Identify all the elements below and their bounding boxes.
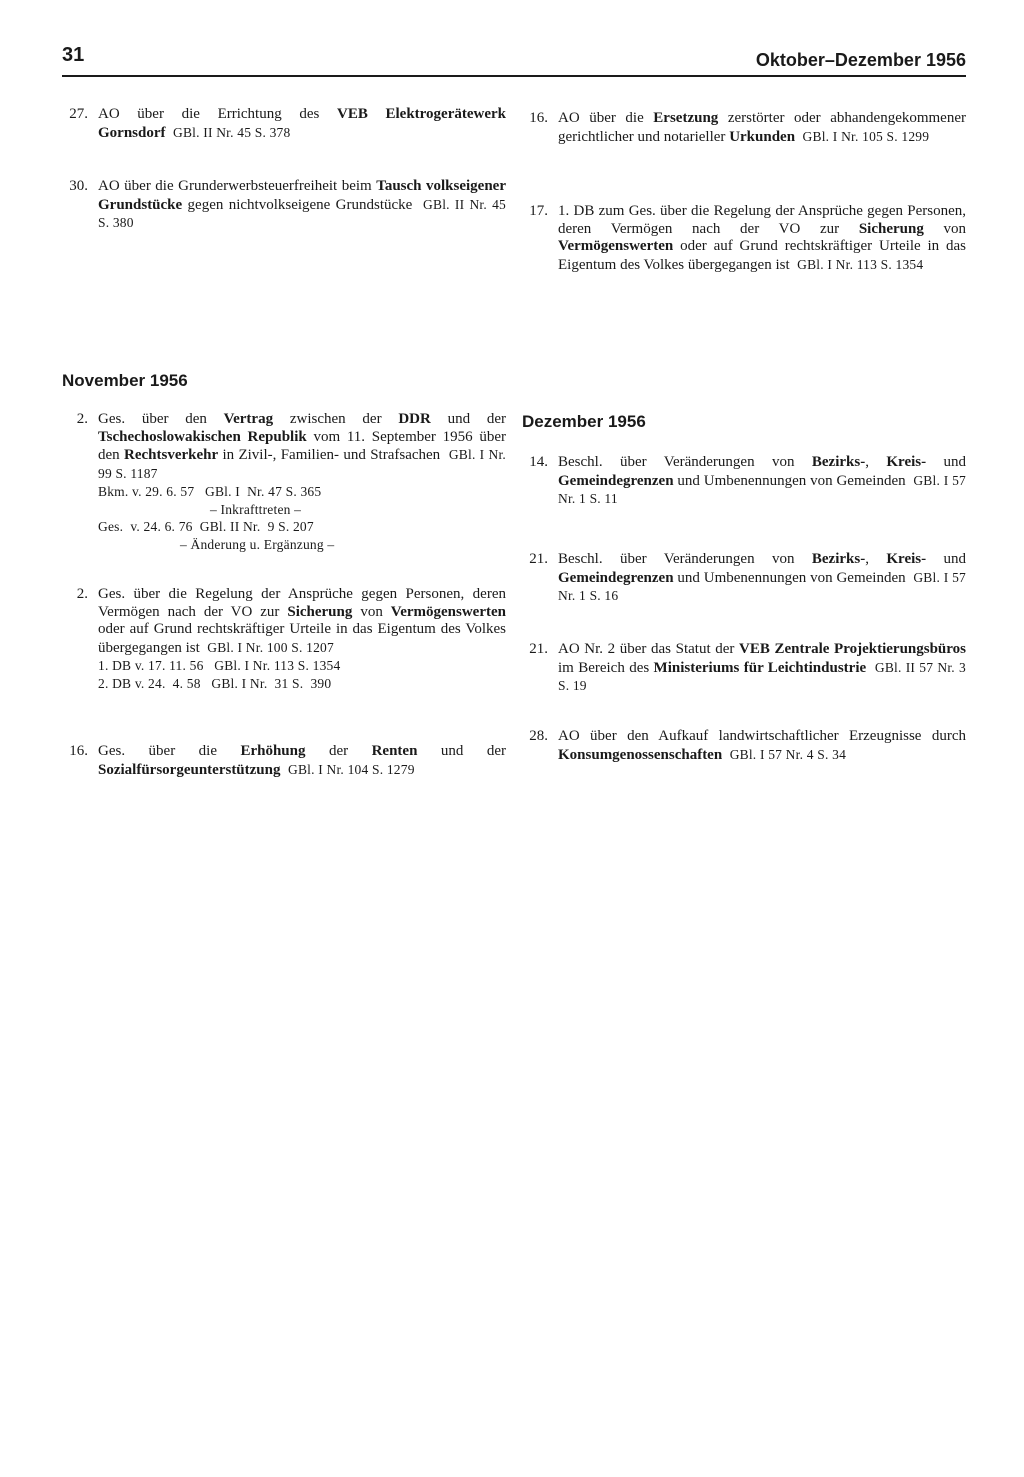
- list-item: [522, 551, 966, 606]
- gazette-reference: GBl. II 57 Nr. 3 S. 19: [558, 659, 966, 693]
- gazette-reference: GBl. I Nr. 104 S. 1279: [288, 761, 415, 777]
- entry-keyword: Tausch volkseigener Grundstücke: [98, 178, 506, 213]
- list-item: [62, 586, 506, 692]
- gazette-reference: GBl. I Nr. 113 S. 1354: [797, 256, 924, 272]
- related-reference: 1. DB v. 17. 11. 56 GBl. I Nr. 113 S. 1354: [98, 658, 341, 673]
- entry-number: 21.: [529, 641, 548, 657]
- entry-text: 1. DB zum Ges. über die Regelung der Ansprüche gegen Personen, deren Vermögen nach der VO zur Sicherung von Vermögenswerten oder auf Grund rechtskräftiger Urteile in das Eigentum des Volkes übergegangen ist GBl. I Nr. 113 S. 1354: [558, 203, 967, 273]
- entry-keyword: VEB Elektrogerätewerk Gornsdorf: [98, 106, 506, 141]
- gazette-reference: GBl. I Nr. 100 S. 1207: [207, 639, 334, 655]
- entry-number: 28.: [529, 728, 548, 744]
- list-item: [62, 178, 506, 233]
- entry-number: 30.: [69, 178, 88, 194]
- gazette-reference: GBl. II Nr. 45 S. 378: [173, 124, 291, 140]
- list-item: [522, 110, 966, 146]
- related-reference: 2. DB v. 24. 4. 58 GBl. I Nr. 31 S. 390: [98, 675, 332, 691]
- entry-text: AO über den Aufkauf landwirtschaftlicher Erzeugnisse durch Konsumgenossenschaften GBl. I 57 Nr. 4 S. 34: [558, 728, 966, 763]
- entry-text: AO über die Errichtung des VEB Elektrogerätewerk Gornsdorf GBl. II Nr. 45 S. 378: [98, 106, 506, 141]
- entry-number: 16.: [69, 743, 88, 759]
- related-reference: Ges. v. 24. 6. 76 GBl. II Nr. 9 S. 207: [98, 519, 314, 534]
- gazette-reference: GBl. I 57 Nr. 1 S. 11: [558, 472, 966, 506]
- list-item: [62, 106, 506, 142]
- entry-text: Ges. über die Regelung der Ansprüche gegen Personen, deren Vermögen nach der VO zur Sicherung von Vermögenswerten oder auf Grund rechtskräftiger Urteile in das Eigentum des Volkes übergegangen ist GBl. I Nr. 100 S. 1207: [98, 586, 506, 656]
- list-item: [62, 743, 506, 779]
- reference-note: – Änderung u. Ergänzung –: [180, 536, 335, 552]
- section-heading-november: November 1956: [62, 371, 188, 390]
- entry-number: 14.: [529, 454, 548, 470]
- entry-text: AO über die Grunderwerbsteuerfreiheit beim Tausch volkseigener Grundstücke gegen nichtvolkseigene Grundstücke GBl. II Nr. 45 S. 380: [98, 178, 507, 230]
- list-item: [522, 454, 966, 509]
- list-item: [522, 203, 966, 274]
- gazette-reference: GBl. II Nr. 45 S. 380: [98, 196, 507, 230]
- reference-note: – Inkrafttreten –: [210, 501, 302, 517]
- page-header: [62, 40, 966, 78]
- gazette-reference: GBl. I 57 Nr. 4 S. 34: [729, 746, 847, 762]
- header-rule: [62, 75, 966, 77]
- entry-number: 16.: [529, 110, 548, 126]
- gazette-reference: GBl. I 57 Nr. 1 S. 16: [558, 569, 966, 603]
- page-date-range: Oktober–Dezember 1956: [755, 50, 966, 70]
- entry-number: 27.: [69, 106, 88, 122]
- entry-text: AO Nr. 2 über das Statut der VEB Zentrale Projektierungsbüros im Bereich des Ministeriums für Leichtindustrie GBl. II 57 Nr. 3 S. 19: [558, 641, 967, 693]
- related-reference: Bkm. v. 29. 6. 57 GBl. I Nr. 47 S. 365: [98, 484, 322, 499]
- gazette-reference: GBl. I Nr. 105 S. 1299: [802, 128, 930, 144]
- list-item: [522, 641, 966, 696]
- entry-text: Beschl. über Veränderungen von Bezirks-, Kreis- und Gemeindegrenzen und Umbenennungen von Gemeinden GBl. I 57 Nr. 1 S. 11: [558, 454, 967, 506]
- entry-number: 21.: [529, 551, 548, 567]
- gazette-reference: GBl. I Nr. 99 S. 1187: [98, 447, 507, 481]
- entry-number: 17.: [529, 203, 548, 219]
- entry-text: AO über die Ersetzung zerstörter oder abhandengekommener gerichtlicher und notarieller Urkunden GBl. I Nr. 105 S. 1299: [558, 110, 966, 145]
- list-item: [62, 411, 506, 553]
- section-heading-dezember: Dezember 1956: [522, 412, 646, 431]
- entry-text: Ges. über den Vertrag zwischen der DDR und der Tschechoslowakischen Republik vom 11. September 1956 über den Rechtsverkehr in Zivil-, Familien- und Strafsachen GBl. I Nr. 99 S. 1187: [98, 411, 507, 481]
- list-item: [522, 728, 966, 764]
- entry-number: 2.: [76, 586, 88, 602]
- entry-text: Ges. über die Erhöhung der Renten und der Sozialfürsorgeunterstützung GBl. I Nr. 104 S. 1279: [98, 743, 507, 778]
- entry-text: Beschl. über Veränderungen von Bezirks-, Kreis- und Gemeindegrenzen und Umbenennungen von Gemeinden GBl. I 57 Nr. 1 S. 16: [558, 551, 967, 603]
- page-number: 31: [62, 44, 85, 66]
- entry-number: 2.: [76, 411, 88, 427]
